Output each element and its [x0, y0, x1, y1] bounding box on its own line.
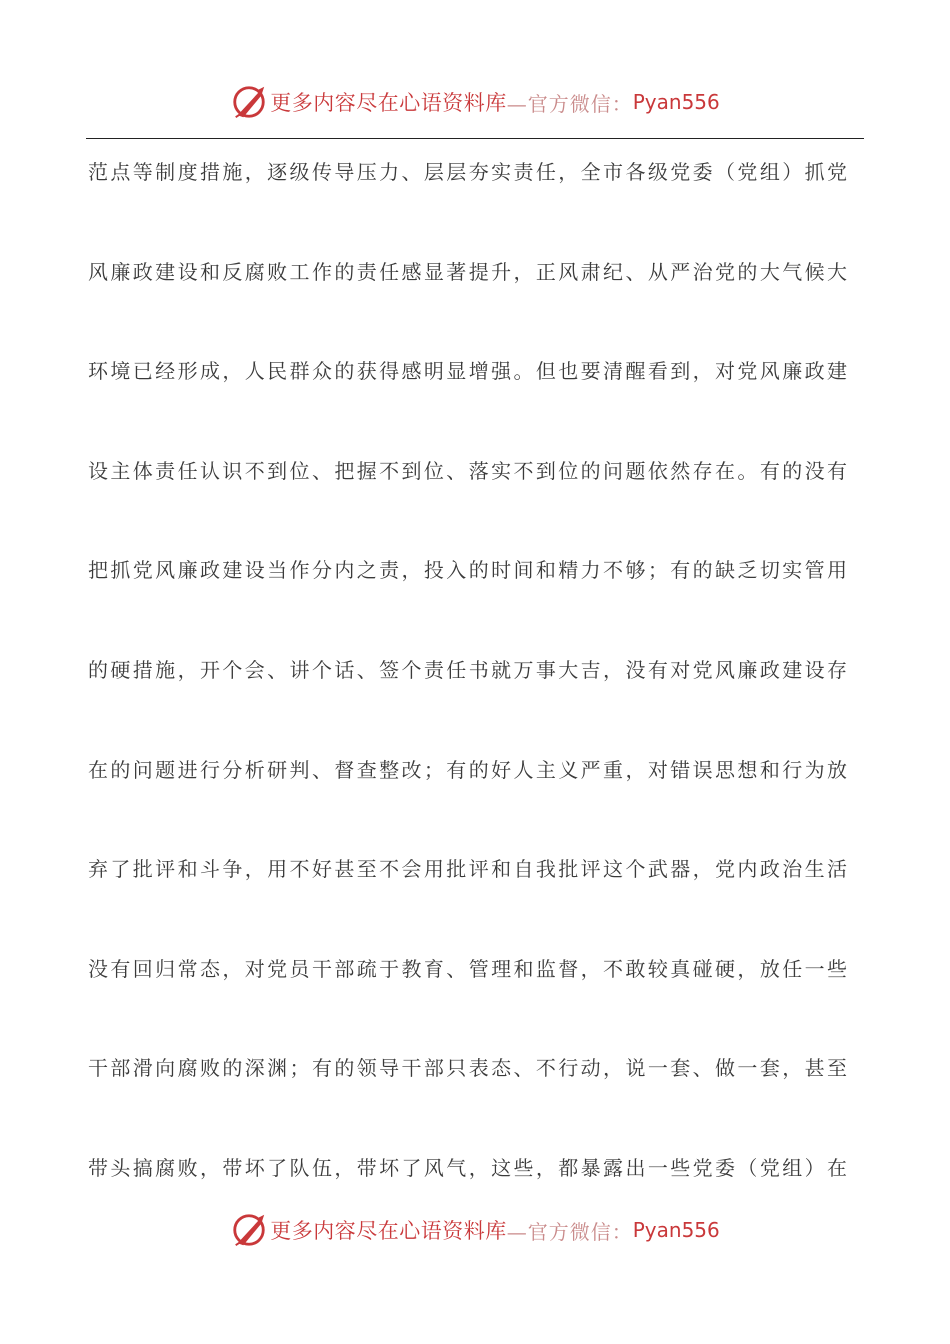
paragraph-line: 把抓党风廉政建设当作分内之责，投入的时间和精力不够；有的缺乏切实管用	[88, 558, 848, 583]
paragraph-line: 设主体责任认识不到位、把握不到位、落实不到位的问题依然存在。有的没有	[88, 458, 848, 483]
paragraph-line: 的硬措施，开个会、讲个话、签个责任书就万事大吉，没有对党风廉政建设存	[88, 658, 848, 682]
paragraph-line: 在的问题进行分析研判、督查整改；有的好人主义严重，对错误思想和行为放	[88, 757, 848, 782]
footer-brand-text: 更多内容尽在心语资料库	[270, 1219, 507, 1243]
paragraph-line: 干部滑向腐败的深渊；有的领导干部只表态、不行动，说一套、做一套，甚至	[88, 1056, 848, 1081]
paragraph-line: 没有回归常态，对党员干部疏于教育、管理和监督，不敢较真碰硬，放任一些	[88, 956, 848, 981]
footer-wechat-id: Pyan556	[632, 1218, 720, 1242]
footer-banner	[0, 1208, 950, 1252]
pen-nib-logo-icon	[230, 83, 268, 121]
header-wechat-id: Pyan556	[632, 90, 720, 114]
paragraph-line: 范点等制度措施，逐级传导压力、层层夯实责任，全市各级党委（党组）抓党	[88, 160, 848, 184]
header-dash-text: —官方微信：	[506, 91, 633, 116]
paragraph-line: 风廉政建设和反腐败工作的责任感显著提升，正风肃纪、从严治党的大气候大	[88, 259, 848, 284]
header-divider	[86, 138, 864, 139]
header-brand-text: 更多内容尽在心语资料库	[270, 91, 507, 115]
paragraph-line: 带头搞腐败，带坏了队伍，带坏了风气，这些，都暴露出一些党委（党组）在	[88, 1156, 848, 1180]
header-banner	[0, 80, 950, 124]
pen-nib-logo-icon	[230, 1211, 268, 1249]
footer-dash-text: —官方微信：	[506, 1219, 633, 1244]
paragraph-line: 弃了批评和斗争，用不好甚至不会用批评和自我批评这个武器，党内政治生活	[88, 857, 848, 882]
paragraph-line: 环境已经形成，人民群众的获得感明显增强。但也要清醒看到，对党风廉政建	[88, 359, 848, 384]
